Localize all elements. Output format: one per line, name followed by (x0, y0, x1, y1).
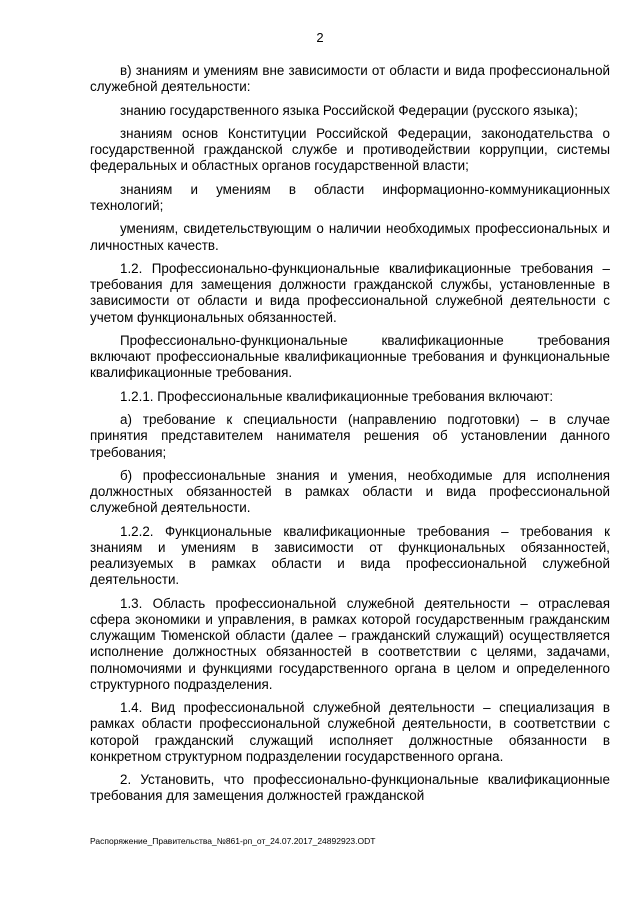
document-body (90, 63, 610, 805)
paragraph-item-v: в) знаниям и умениям вне зависимости от области и вида профессиональной служебной деятельности: (90, 63, 610, 95)
paragraph-1-2-1: 1.2.1. Профессиональные квалификационные требования включают: (120, 388, 554, 404)
paragraph-1-2-2: 1.2.2. Функциональные квалификационные требования – требования к знаниям и умениям в зависимости от функциональных обязанностей, реализуемых в рамках области и вида профессиональной служебной деятельности. (90, 523, 610, 588)
paragraph-personal-qualities: умениям, свидетельствующим о наличии необходимых профессиональных и личностных качеств. (90, 221, 610, 253)
paragraph-ict: знаниям и умениям в области информационно-коммуникационных технологий; (90, 181, 610, 213)
paragraph-item-a: а) требование к специальности (направлению подготовки) – в случае принятия представителем нанимателя решения об установлении данного требования; (90, 412, 610, 460)
page-number: 2 (316, 30, 324, 45)
paragraph-requirements-include: Профессионально-функциональные квалификационные требования включают профессиональные квалификационные требования и функциональные квалификационные требования. (90, 332, 610, 381)
document-footer: Распоряжение_Правительства_№861-рп_от_24.07.2017_24892923.ODT (90, 836, 376, 846)
paragraph-state-language: знанию государственного языка Российской Федерации (русского языка); (120, 102, 578, 118)
paragraph-constitution: знаниям основ Конституции Российской Федерации, законодательства о государственной гражданской службе и противодействии коррупции, системы федеральных и областных органов государственной власти; (90, 125, 610, 174)
paragraph-1-4: 1.4. Вид профессиональной служебной деятельности – специализация в рамках области профессиональной служебной деятельности, в соответствии с которой гражданский служащий исполняет должностные обязанности в конкретном структурном подразделении государственного органа. (90, 700, 610, 764)
paragraph-1-2: 1.2. Профессионально-функциональные квалификационные требования – требования для замещения должности гражданской службы, установленные в зависимости от области и вида профессиональной служебной деятельности с учетом функциональных обязанностей. (90, 260, 610, 325)
paragraph-2: 2. Установить, что профессионально-функциональные квалификационные требования для замещения должностей гражданской (90, 772, 610, 804)
paragraph-item-b: б) профессиональные знания и умения, необходимые для исполнения должностных обязанностей в рамках области и вида профессиональной служебной деятельности. (90, 467, 610, 516)
paragraph-1-3: 1.3. Область профессиональной служебной деятельности – отраслевая сфера экономики и управления, в рамках которой государственным гражданским служащим Тюменской области (далее – гражданский служащий) осуществляется исполнение должностных обязанностей в соответствии с целями, задачами, полномочиями и функциями государственного органа в целом и определенного структурного подразделения. (90, 595, 610, 692)
